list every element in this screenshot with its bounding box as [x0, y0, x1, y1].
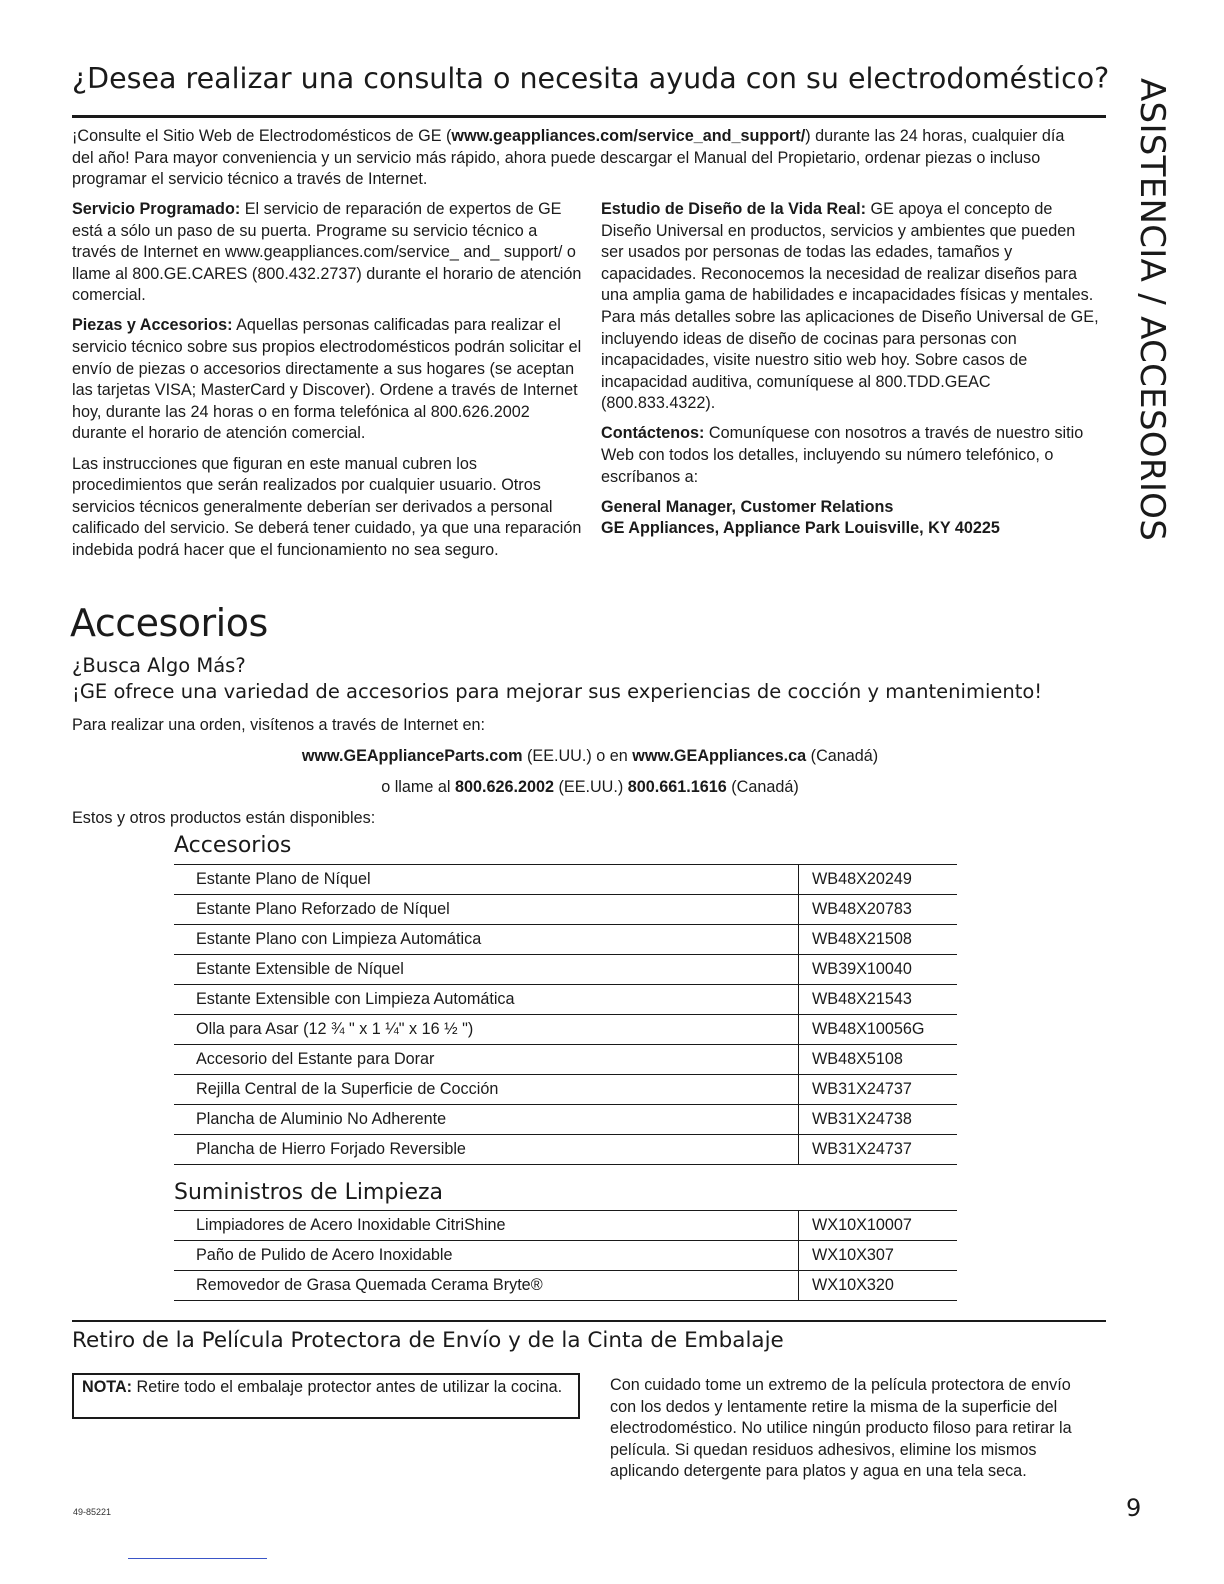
accessories-table	[174, 864, 957, 1165]
product-name: Olla para Asar (12 ¾ " x 1 ¼" x 16 ½ ")	[174, 1015, 799, 1045]
table-row	[174, 1075, 957, 1105]
section-divider	[72, 1320, 1106, 1322]
note-box	[72, 1373, 580, 1419]
part-number: WB39X10040	[799, 955, 958, 985]
order-websites	[0, 747, 1180, 766]
us-region-label: (EE.UU.) o en	[522, 747, 633, 765]
note-text	[82, 1377, 570, 1399]
product-name: Paño de Pulido de Acero Inoxidable	[174, 1241, 799, 1271]
order-phones	[0, 778, 1180, 797]
design-studio-paragraph	[601, 199, 1101, 415]
product-name: Estante Plano Reforzado de Níquel	[174, 895, 799, 925]
intro-text-post: ) durante las 24 horas, cualquier día del año! Para mayor conveniencia y un servicio más rápido, ahora puede descargar el Manual del Propietario, ordenar piezas o incluso programar el servicio técnico a través de Internet.	[72, 127, 1065, 189]
table-row	[174, 865, 957, 895]
mailing-address	[601, 497, 1101, 540]
address-line-1: General Manager, Customer Relations	[601, 497, 894, 516]
bottom-accent-line	[128, 1558, 267, 1559]
parts-accessories-text: Aquellas personas calificadas para realizar el servicio técnico sobre sus propios electrodomésticos podrán solicitar el envío de piezas o accesorios directamente a sus hogares (se aceptan las tarjetas VISA; MasterCard y Discover). Ordene a través de Internet hoy, durante las 24 horas o en forma telefónica al 800.626.2002 durante el horario de atención comercial.	[72, 316, 582, 443]
document-code: 49-85221	[73, 1507, 112, 1517]
table-row	[174, 1241, 957, 1271]
canada-phone-region: (Canadá)	[726, 778, 799, 796]
accessories-tagline: ¡GE ofrece una variedad de accesorios para mejorar sus experiencias de cocción y mantenimiento!	[72, 680, 1043, 703]
product-name: Estante Extensible con Limpieza Automática	[174, 985, 799, 1015]
design-studio-text: GE apoya el concepto de Diseño Universal en productos, servicios y ambientes que pueden ser usados por personas de todas las edades, tamaños y capacidades. Reconocemos la necesidad de realizar diseños para una amplia gama de habilidades e incapacidades físicas y mentales. Para más detalles sobre las aplicaciones de Diseño Universal de GE, incluyendo ideas de diseño de cocinas para personas con incapacidades, visite nuestro sitio web hoy. Sobre casos de incapacidad auditiva, comuníquese al 800.TDD.GEAC (800.833.4322).	[601, 200, 1099, 413]
table-row	[174, 955, 957, 985]
part-number: WX10X320	[799, 1271, 958, 1301]
canada-region-label: (Canadá)	[806, 747, 879, 765]
instructions-note: Las instrucciones que figuran en este manual cubren los procedimientos que serán realizados por cualquier usuario. Otros servicios técnicos generalmente deberían ser derivados a personal calificado del servicio. Se deberá tener cuidado, ya que una reparación indebida podrá hacer que el funcionamiento no sea seguro.	[72, 454, 582, 559]
scheduled-service-label: Servicio Programado:	[72, 200, 241, 218]
parts-accessories-paragraph	[72, 315, 584, 445]
part-number: WB31X24737	[799, 1075, 958, 1105]
part-number: WB31X24737	[799, 1135, 958, 1165]
us-phone-region: (EE.UU.)	[554, 778, 628, 796]
table-row	[174, 1015, 957, 1045]
available-products-text: Estos y otros productos están disponibles:	[72, 809, 376, 827]
right-column	[601, 199, 1101, 540]
side-section-tab	[1128, 70, 1176, 550]
product-name: Accesorio del Estante para Dorar	[174, 1045, 799, 1075]
order-instructions: Para realizar una orden, visítenos a través de Internet en:	[72, 716, 486, 734]
product-name: Limpiadores de Acero Inoxidable CitriShine	[174, 1211, 799, 1241]
table-row	[174, 1211, 957, 1241]
page-title: ¿Desea realizar una consulta o necesita ayuda con su electrodoméstico?	[72, 62, 1110, 95]
intro-text-pre: ¡Consulte el Sitio Web de Electrodomésticos de GE (	[72, 127, 452, 145]
us-phone: 800.626.2002	[454, 778, 555, 796]
parts-accessories-label: Piezas y Accesorios:	[72, 316, 233, 335]
cleaning-supplies-table	[174, 1210, 957, 1301]
note-label: NOTA:	[82, 1378, 133, 1396]
part-number: WB48X5108	[799, 1045, 958, 1075]
part-number: WB48X20783	[799, 895, 958, 925]
us-parts-website: www.GEApplianceParts.com	[301, 747, 523, 765]
intro-paragraph	[72, 126, 1082, 191]
accessories-table-title: Accesorios	[174, 833, 292, 858]
scheduled-service-text: El servicio de reparación de expertos de GE está a sólo un paso de su puerta. Programe su servicio técnico a través de Internet en www.geappliances.com/service_ and_ support/ o llame al 800.GE.CARES (800.432.2737) durante el horario de atención comercial.	[72, 200, 582, 305]
support-url: www.geappliances.com/service_and_support/	[451, 127, 806, 145]
table-row	[174, 895, 957, 925]
contact-text: Comuníquese con nosotros a través de nuestro sitio Web con todos los detalles, incluyendo su número telefónico, o escríbanos a:	[601, 424, 1084, 486]
product-name: Plancha de Aluminio No Adherente	[174, 1105, 799, 1135]
table-row	[174, 1271, 957, 1301]
table-row	[174, 1135, 957, 1165]
side-tab-label: ASISTENCIA / ACCESORIOS	[1132, 78, 1172, 542]
part-number: WB48X10056G	[799, 1015, 958, 1045]
part-number: WB48X21543	[799, 985, 958, 1015]
table-row	[174, 1105, 957, 1135]
canada-phone: 800.661.1616	[627, 778, 727, 796]
product-name: Plancha de Hierro Forjado Reversible	[174, 1135, 799, 1165]
accessories-subtitle: ¿Busca Algo Más?	[72, 654, 246, 677]
table-row	[174, 985, 957, 1015]
table-row	[174, 925, 957, 955]
part-number: WX10X307	[799, 1241, 958, 1271]
scheduled-service-paragraph	[72, 199, 584, 307]
address-line-2: GE Appliances, Appliance Park Louisville, KY 40225	[601, 519, 1000, 538]
contact-label: Contáctenos:	[601, 424, 705, 443]
removal-instructions: Con cuidado tome un extremo de la película protectora de envío con los dedos y lentamente retire la misma de la superficie del electrodoméstico. No utilice ningún producto filoso para retirar la película. Si quedan residuos adhesivos, elimine los mismos aplicando detergente para platos y agua en una tela seca.	[610, 1376, 1072, 1481]
part-number: WB31X24738	[799, 1105, 958, 1135]
left-column	[72, 199, 584, 570]
product-name: Estante Extensible de Níquel	[174, 955, 799, 985]
table-row	[174, 1045, 957, 1075]
product-name: Removedor de Grasa Quemada Cerama Bryte®	[174, 1271, 799, 1301]
phone-prefix: o llame al	[381, 778, 455, 796]
part-number: WX10X10007	[799, 1211, 958, 1241]
product-name: Estante Plano de Níquel	[174, 865, 799, 895]
page-number: 9	[1126, 1494, 1142, 1522]
removal-heading: Retiro de la Película Protectora de Envío y de la Cinta de Embalaje	[72, 1328, 784, 1353]
part-number: WB48X21508	[799, 925, 958, 955]
accessories-heading: Accesorios	[70, 601, 268, 645]
contact-paragraph	[601, 423, 1101, 488]
header-divider	[72, 115, 1106, 118]
part-number: WB48X20249	[799, 865, 958, 895]
product-name: Estante Plano con Limpieza Automática	[174, 925, 799, 955]
note-body: Retire todo el embalaje protector antes de utilizar la cocina.	[132, 1378, 563, 1396]
canada-website: www.GEAppliances.ca	[632, 747, 807, 765]
cleaning-table-title: Suministros de Limpieza	[174, 1180, 444, 1205]
product-name: Rejilla Central de la Superficie de Cocción	[174, 1075, 799, 1105]
design-studio-label: Estudio de Diseño de la Vida Real:	[601, 200, 867, 218]
